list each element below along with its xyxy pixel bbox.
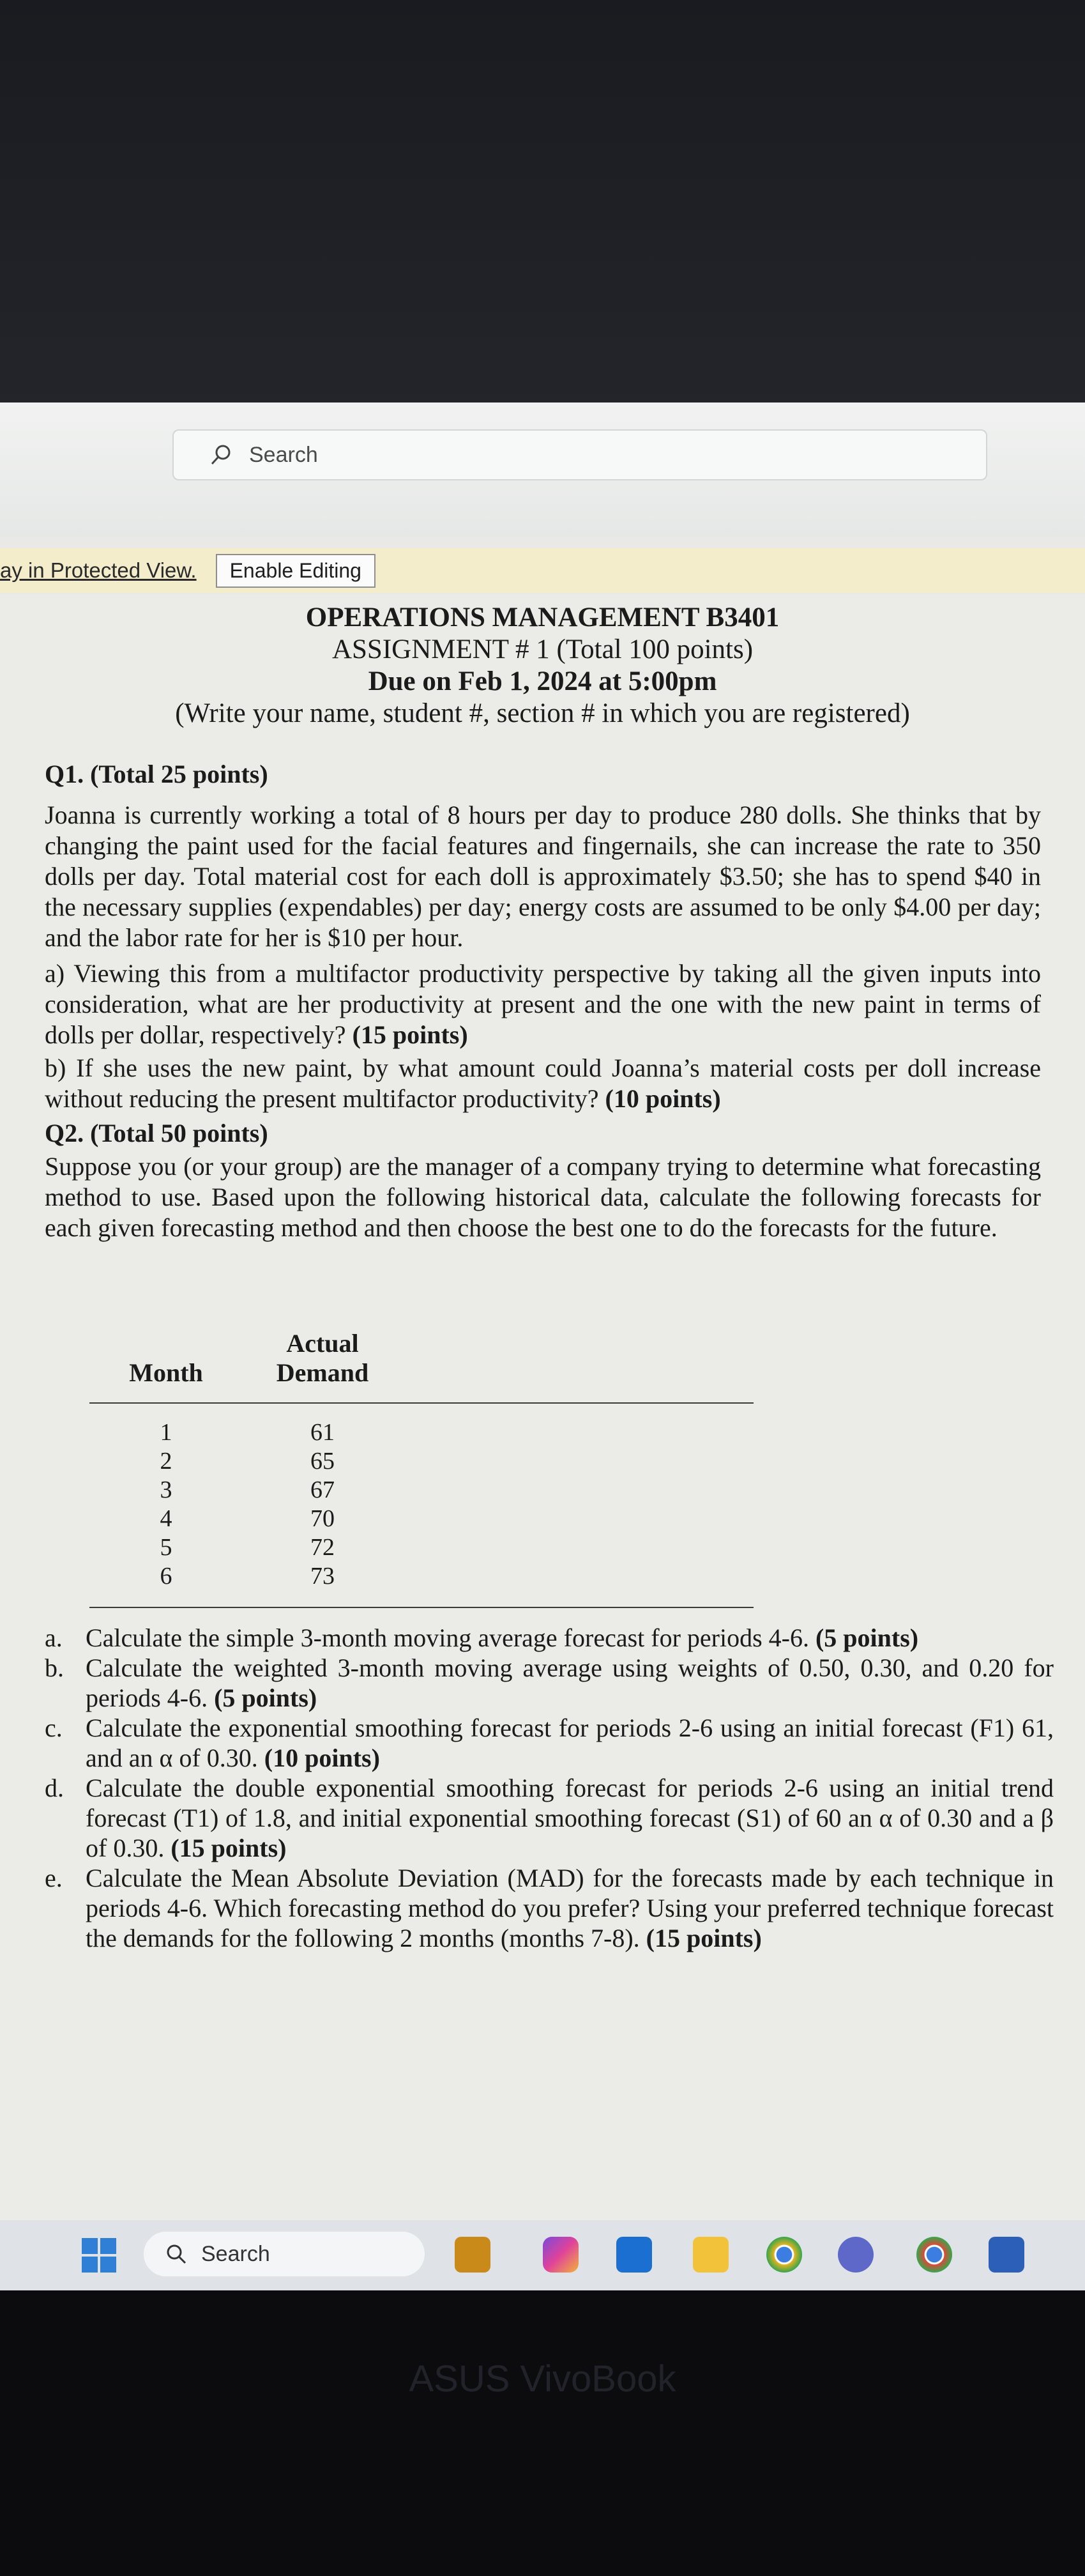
- course-title: OPERATIONS MANAGEMENT B3401: [305, 602, 780, 632]
- q2-part-letter: e.: [45, 1864, 63, 1892]
- outlook-icon[interactable]: [616, 2237, 652, 2273]
- table-row-month: 1: [160, 1419, 172, 1446]
- q2-part-letter: b.: [45, 1653, 64, 1682]
- due-date: Due on Feb 1, 2024 at 5:00pm: [368, 666, 717, 696]
- q2-part-points: (5 points): [815, 1623, 919, 1652]
- taskbar: [0, 2220, 1085, 2290]
- q2-part-text: Calculate the simple 3-month moving average forecast for periods 4-6.: [86, 1623, 809, 1652]
- search-icon: [209, 443, 232, 466]
- header-demand: Demand: [276, 1358, 369, 1387]
- laptop-brand-logo: ASUS VivoBook: [409, 2358, 676, 2400]
- table-row-month: 2: [160, 1448, 172, 1475]
- laptop-screen: [0, 402, 1085, 2290]
- laptop-bezel: [0, 2290, 1085, 2576]
- table-row-demand: 72: [310, 1534, 335, 1561]
- q2-part-b: [45, 1653, 1054, 1713]
- q2-part-letter: d.: [45, 1774, 64, 1802]
- q2-body: Suppose you (or your group) are the manager of a company trying to determine what forecasting method to use. Based upon the following historical data, calculate the following forecasts for each given forecasting method and then choose the best one to do the forecasts for the future.: [45, 1152, 1041, 1242]
- q2-part-letter: a.: [45, 1623, 63, 1652]
- table-row-demand: 73: [310, 1563, 335, 1590]
- search-box[interactable]: [172, 429, 987, 480]
- word-icon[interactable]: [989, 2237, 1024, 2273]
- file-explorer-icon[interactable]: [693, 2237, 729, 2273]
- table-row-month: 6: [160, 1563, 172, 1590]
- table-row-demand: 70: [310, 1505, 335, 1532]
- table-row-month: 3: [160, 1476, 172, 1503]
- q2-part-points: (15 points): [171, 1834, 287, 1862]
- q2-part-c: [45, 1713, 1054, 1773]
- q2-title: Q2. (Total 50 points): [45, 1119, 268, 1147]
- search-label: Search: [249, 442, 318, 467]
- table-row-demand: 61: [310, 1419, 335, 1446]
- q2-part-a: [45, 1623, 1054, 1653]
- taskbar-search[interactable]: [144, 2232, 425, 2276]
- header-month: Month: [129, 1358, 203, 1387]
- taskbar-search-icon: [165, 2243, 187, 2265]
- header-actual: Actual: [286, 1329, 359, 1358]
- q1-part-a: [45, 958, 1041, 1050]
- q2-part-text: Calculate the double exponential smoothing forecast for periods 2-6 using an initial trend forecast (T1) of 1.8, and initial exponential smoothing forecast (S1) of 60 an α of 0.30 and a β of 0.30.: [86, 1774, 1054, 1862]
- table-bottom-rule: [89, 1607, 754, 1608]
- instructions: (Write your name, student #, section # in which you are registered): [175, 698, 910, 728]
- q2-part-e: [45, 1863, 1054, 1953]
- q2-parts-list: [45, 1623, 1054, 1953]
- q2-part-points: (5 points): [214, 1683, 317, 1712]
- demand-table: [89, 1329, 754, 1590]
- table-row-month: 4: [160, 1505, 172, 1532]
- enable-editing-button[interactable]: Enable Editing: [216, 554, 376, 588]
- protected-view-message: ay in Protected View.: [0, 558, 197, 582]
- q2-part-letter: c.: [45, 1713, 63, 1742]
- background-top: [0, 0, 1085, 409]
- chrome-profile-icon[interactable]: [916, 2237, 952, 2273]
- q1-part-b-points: (10 points): [605, 1084, 721, 1113]
- q2-part-text: Calculate the Mean Absolute Deviation (MAD) for the forecasts made by each technique in periods 4-6. Which forecasting method do you prefer? Using your preferred technique forecast the demands for the following 2 months (months 7-8).: [86, 1864, 1054, 1952]
- q1-part-a-points: (15 points): [352, 1020, 468, 1049]
- windows-start-icon[interactable]: [82, 2238, 116, 2273]
- protected-view-bar: [0, 548, 1085, 593]
- q2-part-text: Calculate the weighted 3-month moving average using weights of 0.50, 0.30, and 0.20 for periods 4-6.: [86, 1653, 1054, 1712]
- assignment-title: ASSIGNMENT # 1 (Total 100 points): [331, 634, 754, 664]
- q2-part-points: (10 points): [264, 1744, 380, 1772]
- table-top-rule: [89, 1402, 754, 1404]
- briefcase-icon[interactable]: [455, 2237, 490, 2273]
- table-row-demand: 65: [310, 1448, 335, 1475]
- q2-part-d: [45, 1773, 1054, 1863]
- table-row-demand: 67: [310, 1476, 335, 1503]
- taskbar-search-label: Search: [201, 2241, 270, 2266]
- q1-part-b: [45, 1053, 1041, 1114]
- q1-part-b-text: b) If she uses the new paint, by what amount could Joanna’s material costs per doll increase without reducing the present multifactor productivity?: [45, 1054, 1041, 1113]
- title-bar: [0, 402, 1085, 537]
- copilot-icon[interactable]: [543, 2237, 579, 2273]
- document-page: [0, 594, 1085, 2220]
- q2-part-points: (15 points): [646, 1924, 762, 1952]
- q1-part-a-text: a) Viewing this from a multifactor productivity perspective by taking all the given inputs into consideration, what are her productivity at present and the one with the new paint in terms of dolls per dollar, respectively?: [45, 959, 1041, 1049]
- teams-icon[interactable]: [838, 2237, 874, 2273]
- q1-title: Q1. (Total 25 points): [45, 760, 268, 788]
- q1-body: Joanna is currently working a total of 8 hours per day to produce 280 dolls. She thinks that by changing the paint used for the facial features and fingernails, she can increase the rate to 350 dolls per day. Total material cost for each doll is approximately $3.50; she has to spend $40 in the necessary supplies (expendables) per day; energy costs are assumed to be only $4.00 per day; and the labor rate for her is $10 per hour.: [45, 801, 1041, 952]
- chrome-icon[interactable]: [766, 2237, 802, 2273]
- q2-part-text: Calculate the exponential smoothing forecast for periods 2-6 using an initial forecast (F1) 61, and an α of 0.30.: [86, 1713, 1054, 1772]
- table-row-month: 5: [160, 1534, 172, 1561]
